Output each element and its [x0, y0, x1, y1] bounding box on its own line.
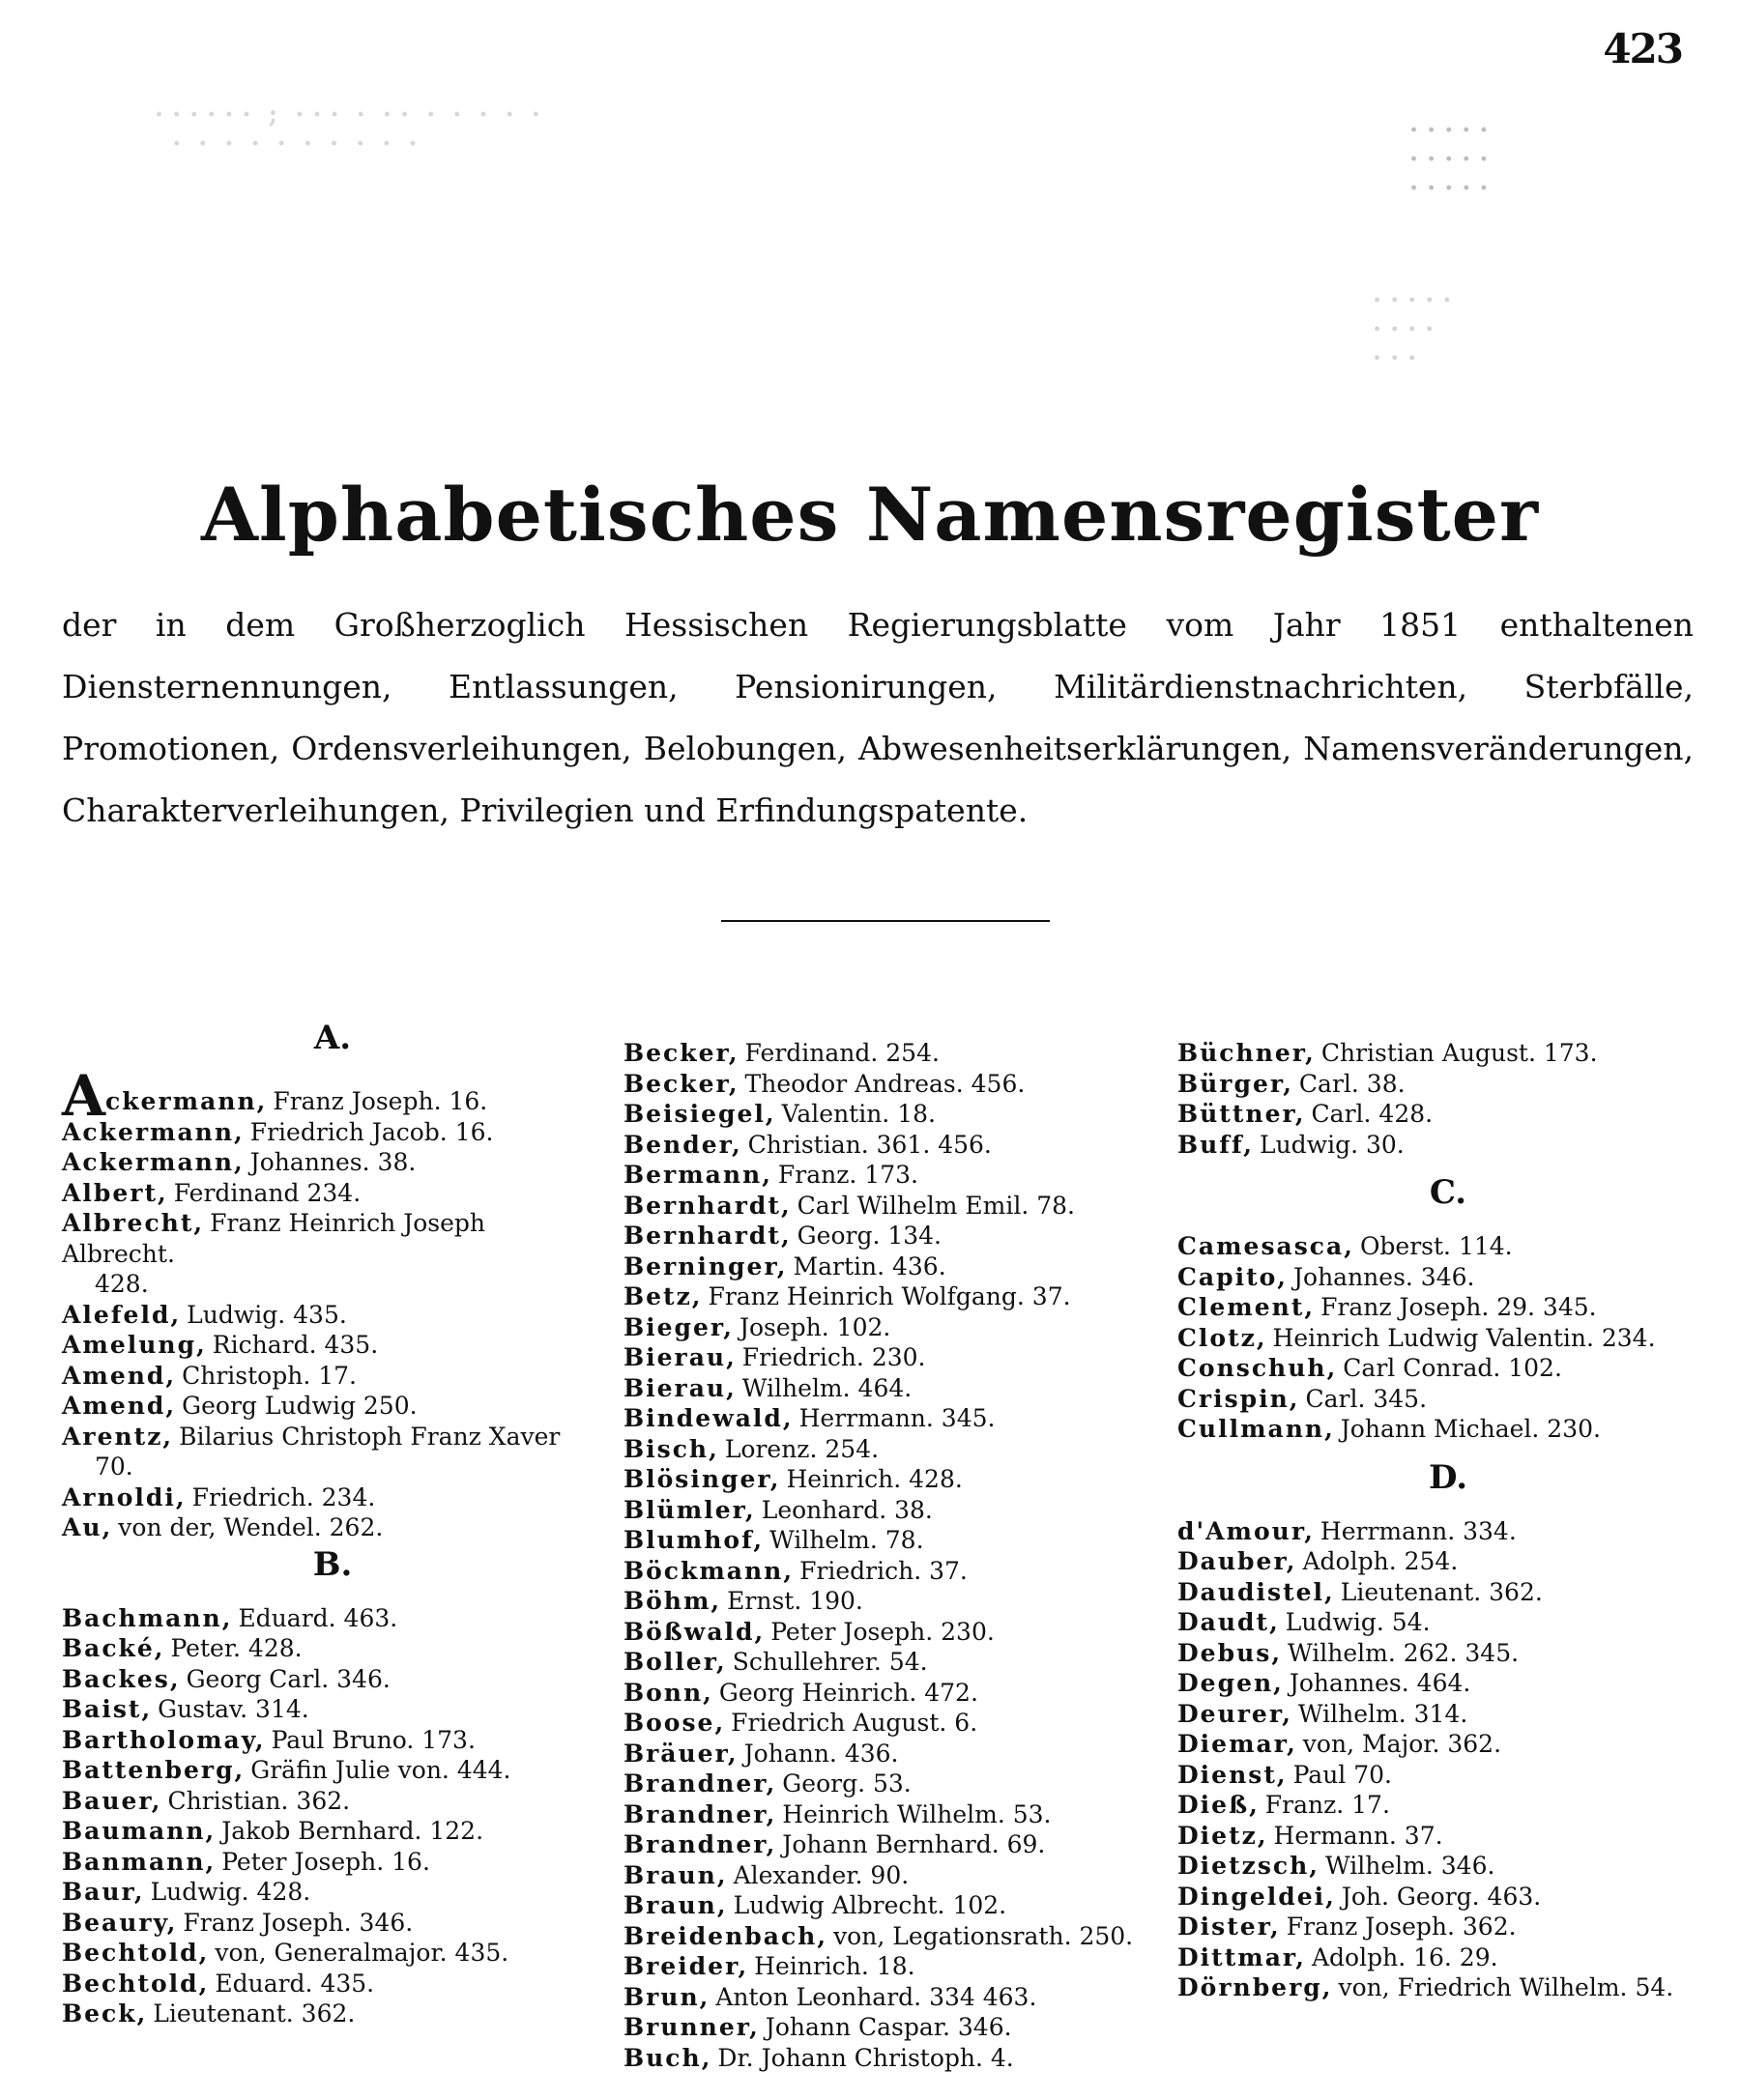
entry-details: Bilarius Christoph Franz Xaver [179, 1422, 561, 1451]
entry-surname: Daudistel, [1177, 1577, 1335, 1606]
register-entry [624, 1312, 1165, 1343]
entry-details: Herrmann. 334. [1320, 1516, 1517, 1545]
entry-surname: Beaury, [62, 1908, 178, 1937]
register-entry [1177, 1972, 1719, 2003]
entry-details: Friedrich August. 6. [731, 1709, 978, 1737]
entry-surname: Amend, [62, 1361, 177, 1390]
register-entry [624, 1099, 1165, 1130]
entry-details: von, Generalmajor. 435. [215, 1939, 509, 1967]
entry-surname: Backé, [62, 1634, 165, 1662]
index-column-3 [1177, 1038, 1719, 2003]
entry-surname: Bieger, [624, 1312, 734, 1341]
entry-details: Johannes. 346. [1293, 1262, 1475, 1291]
entry-surname: Bonn, [624, 1678, 713, 1707]
entry-surname: Cullmann, [1177, 1415, 1335, 1443]
entry-details: Franz Joseph. 29. 345. [1320, 1293, 1597, 1321]
register-entry [1177, 1516, 1719, 1547]
register-entry [624, 1647, 1165, 1678]
register-entry [624, 1890, 1165, 1921]
entry-details: Leonhard. 38. [761, 1495, 933, 1524]
index-column-2 [624, 1038, 1165, 2073]
entry-details: Richard. 435. [212, 1331, 379, 1359]
entry-surname: Büttner, [1177, 1100, 1306, 1128]
entry-details: Georg Carl. 346. [186, 1664, 391, 1693]
register-entry [62, 1633, 603, 1664]
entry-details: Carl Conrad. 102. [1343, 1354, 1562, 1382]
entry-surname: Bernhardt, [624, 1222, 792, 1250]
title-divider [721, 920, 1050, 922]
entry-details: Johann Caspar. 346. [765, 2013, 1012, 2041]
entry-surname: Ackermann, [62, 1117, 245, 1146]
entry-details: Lieutenant. 362. [1340, 1577, 1543, 1606]
entry-details: von, Major. 362. [1302, 1730, 1502, 1758]
entry-details: Friedrich. 230. [741, 1343, 926, 1371]
entry-details: Carl. 428. [1311, 1100, 1434, 1128]
entry-surname: Baist, [62, 1695, 153, 1723]
register-entry [62, 1300, 603, 1331]
register-entry [624, 1829, 1165, 1860]
entry-details: Georg. 134. [797, 1222, 942, 1250]
entry-details: Ludwig. 435. [187, 1300, 347, 1329]
bleed-through-text: · · · · · · · · · · · · · · · [1409, 116, 1489, 203]
entry-details: Heinrich Ludwig Valentin. 234. [1272, 1323, 1656, 1352]
entry-details: Christoph. 17. [182, 1361, 357, 1390]
entry-surname: Au, [62, 1513, 113, 1541]
entry-surname: Braun, [624, 1860, 728, 1889]
entry-surname: Beck, [62, 1999, 148, 2028]
entry-details: Schullehrer. 54. [732, 1648, 928, 1676]
entry-details: Dr. Johann Christoph. 4. [717, 2043, 1014, 2072]
entry-surname: Blösinger, [624, 1465, 781, 1493]
entry-details: Friedrich. 37. [799, 1556, 968, 1585]
register-entry [62, 1391, 603, 1422]
entry-details: Gräfin Julie von. 444. [250, 1756, 511, 1784]
entry-details: Johannes. 464. [1289, 1669, 1471, 1697]
register-entry [624, 1921, 1165, 1952]
register-entry [624, 1251, 1165, 1282]
entry-details: Franz Heinrich Wolfgang. 37. [708, 1282, 1071, 1310]
register-entry [1177, 1851, 1719, 1882]
entry-surname: Arnoldi, [62, 1482, 187, 1511]
entry-details: Heinrich. 428. [786, 1465, 963, 1493]
section-letter-heading: C. [1429, 1173, 1467, 1212]
entry-continuation: 70. [95, 1453, 133, 1481]
entry-details: Franz Joseph. 346. [183, 1908, 414, 1937]
register-entry [62, 1694, 603, 1725]
register-entry [624, 1434, 1165, 1465]
entry-surname: Bachmann, [62, 1603, 233, 1632]
entry-details: Adolph. 254. [1302, 1547, 1459, 1575]
entry-surname: Boose, [624, 1709, 726, 1737]
entry-surname: Böhm, [624, 1587, 722, 1615]
entry-surname: Bößwald, [624, 1617, 766, 1646]
register-entry [62, 1786, 603, 1817]
entry-details: Christian. 362. [167, 1786, 351, 1815]
register-entry [624, 1403, 1165, 1434]
entry-details: Johann Michael. 230. [1340, 1415, 1601, 1443]
entry-details: Peter Joseph. 230. [770, 1617, 995, 1646]
entry-surname: Bauer, [62, 1786, 162, 1815]
register-entry [1177, 1414, 1719, 1445]
entry-surname: Bechtold, [62, 1939, 210, 1967]
entry-surname: Bierau, [624, 1343, 737, 1371]
register-entry [62, 1361, 603, 1392]
register-entry [1177, 1262, 1719, 1293]
entry-surname: Bermann, [624, 1161, 772, 1189]
entry-surname: Becker, [624, 1039, 740, 1067]
entry-details: Ludwig. 54. [1285, 1608, 1431, 1636]
entry-details: Valentin. 18. [781, 1100, 936, 1128]
index-column-1 [62, 1017, 603, 2029]
register-entry [1177, 1882, 1719, 1913]
entry-details: von, Legationsrath. 250. [833, 1921, 1134, 1950]
entry-surname: Brandner, [624, 1830, 777, 1858]
register-entry [624, 1342, 1165, 1373]
entry-details: Franz. 173. [777, 1161, 918, 1189]
entry-surname: Dietz, [1177, 1821, 1268, 1850]
register-entry [62, 1147, 603, 1178]
entry-surname: Dieß, [1177, 1791, 1260, 1819]
register-entry [62, 1877, 603, 1908]
register-entry [624, 2043, 1165, 2074]
register-entry [1177, 1942, 1719, 1973]
entry-details: von, Friedrich Wilhelm. 54. [1338, 1973, 1674, 2001]
page-number: 423 [1603, 25, 1682, 72]
entry-details: Georg Ludwig 250. [182, 1392, 418, 1420]
register-entry [62, 1969, 603, 1999]
entry-surname: Bindewald, [624, 1404, 794, 1432]
entry-surname: Bender, [624, 1130, 742, 1159]
entry-details: Johann. 436. [743, 1739, 899, 1768]
entry-details: Gustav. 314. [158, 1695, 309, 1723]
entry-surname: Dittmar, [1177, 1942, 1306, 1971]
register-entry [62, 1847, 603, 1878]
entry-details: Wilhelm. 78. [769, 1526, 924, 1554]
register-entry [62, 1330, 603, 1361]
register-entry [1177, 1729, 1719, 1760]
entry-surname: Ackermann, [62, 1148, 245, 1176]
entry-details: Wilhelm. 464. [741, 1373, 913, 1402]
register-entry [624, 1191, 1165, 1222]
bleed-through-text: · · · · · · · · · · · · [1373, 286, 1452, 373]
entry-details: Ferdinand 234. [173, 1178, 362, 1207]
entry-details: Wilhelm. 262. 345. [1288, 1638, 1520, 1667]
register-entry [1177, 1790, 1719, 1821]
register-entry [624, 1739, 1165, 1769]
entry-surname: Dienst, [1177, 1760, 1288, 1789]
register-subtitle: der in dem Großherzoglich Hessischen Regierungsblatte vom Jahr 1851 enthaltenen Diensternennungen, Entlassungen, Pensionirungen, Militärdienstnachrichten, Sterbfälle, Promotionen, Ordensverleihungen, Belobungen, Abwesenheitserklärungen, Namensveränderungen, Charakterverleihungen, Privilegien und Erfindungspatente. [62, 606, 1694, 829]
register-entry [62, 1999, 603, 2029]
register-entry [1177, 1038, 1719, 1069]
entry-surname: Albert, [62, 1178, 168, 1207]
register-entry [1177, 1292, 1719, 1323]
register-entry [624, 2012, 1165, 2043]
register-entry [624, 1069, 1165, 1100]
entry-details: Friedrich. 234. [191, 1482, 376, 1511]
entry-surname: Boller, [624, 1648, 727, 1676]
entry-surname: Dister, [1177, 1913, 1281, 1941]
entry-surname: Beisiegel, [624, 1100, 776, 1128]
entry-details: Eduard. 463. [238, 1603, 398, 1632]
entry-surname: Braun, [624, 1891, 728, 1919]
entry-continuation: 428. [95, 1270, 149, 1298]
entry-surname: Degen, [1177, 1669, 1284, 1697]
section-letter-heading: A. [313, 1019, 352, 1057]
register-entry [62, 1208, 603, 1300]
entry-surname: Daudt, [1177, 1608, 1280, 1636]
entry-details: Ludwig. 428. [150, 1878, 311, 1906]
register-entry [62, 1117, 603, 1148]
entry-details: Lorenz. 254. [724, 1434, 880, 1463]
entry-details: Franz Heinrich Joseph Albrecht. [62, 1209, 486, 1268]
entry-surname: ckermann, [105, 1087, 268, 1115]
register-entry [1177, 1069, 1719, 1100]
register-entry [62, 1178, 603, 1209]
entry-details: Christian. 361. 456. [747, 1130, 992, 1159]
section-letter-heading: B. [312, 1544, 353, 1584]
entry-details: Adolph. 16. 29. [1311, 1942, 1498, 1971]
entry-details: Joh. Georg. 463. [1341, 1882, 1542, 1911]
register-entry [1177, 1668, 1719, 1699]
entry-surname: Becker, [624, 1069, 740, 1098]
register-entry [624, 1281, 1165, 1312]
entry-details: Martin. 436. [793, 1251, 946, 1280]
entry-details: Franz Joseph. 16. [273, 1087, 488, 1115]
entry-surname: Crispin, [1177, 1384, 1300, 1413]
entry-surname: Brun, [624, 1982, 710, 2011]
entry-details: Franz Joseph. 362. [1286, 1913, 1517, 1941]
entry-surname: Amend, [62, 1392, 177, 1420]
entry-surname: Battenberg, [62, 1756, 246, 1784]
register-entry [1177, 1231, 1719, 1262]
register-entry [624, 1982, 1165, 2013]
register-entry [1177, 1760, 1719, 1791]
register-entry [624, 1769, 1165, 1799]
entry-surname: Conschuh, [1177, 1354, 1338, 1382]
register-entry [624, 1678, 1165, 1709]
register-entry [624, 1525, 1165, 1556]
register-entry [624, 1556, 1165, 1587]
entry-details: Oberst. 114. [1359, 1232, 1513, 1260]
bleed-through-text: · · · · · · ; · · · · · · · · · · · · · · · · · · · · · [155, 101, 540, 158]
entry-details: Carl. 345. [1305, 1384, 1428, 1413]
entry-surname: Debus, [1177, 1638, 1283, 1667]
entry-surname: Dietzsch, [1177, 1852, 1320, 1880]
entry-surname: Blümler, [624, 1495, 756, 1524]
entry-details: Johannes. 38. [249, 1148, 417, 1176]
register-entry [1177, 1546, 1719, 1577]
register-entry [62, 1908, 603, 1939]
register-entry [1177, 1912, 1719, 1942]
entry-details: Joseph. 102. [739, 1312, 891, 1341]
entry-details: Georg Heinrich. 472. [718, 1678, 978, 1707]
register-entry [624, 1617, 1165, 1648]
entry-details: Paul Bruno. 173. [271, 1725, 476, 1754]
register-entry [624, 1038, 1165, 1069]
entry-surname: Dingeldei, [1177, 1882, 1336, 1911]
entry-surname: Breidenbach, [624, 1921, 828, 1950]
register-entry [62, 1482, 603, 1513]
register-entry [624, 1860, 1165, 1891]
entry-surname: Capito, [1177, 1262, 1288, 1291]
register-entry [62, 1938, 603, 1969]
entry-surname: Amelung, [62, 1331, 207, 1359]
entry-surname: d'Amour, [1177, 1516, 1315, 1545]
register-entry [624, 1799, 1165, 1830]
entry-surname: Büchner, [1177, 1039, 1316, 1067]
entry-details: Friedrich Jacob. 16. [249, 1117, 494, 1146]
entry-details: Georg. 53. [782, 1769, 912, 1798]
entry-details: von der, Wendel. 262. [118, 1513, 384, 1541]
entry-details: Ludwig Albrecht. 102. [733, 1891, 1007, 1919]
entry-details: Carl Wilhelm Emil. 78. [797, 1191, 1075, 1220]
entry-surname: Albrecht, [62, 1209, 205, 1237]
register-entry [62, 1664, 603, 1695]
register-title: Alphabetisches Namensregister [200, 472, 1540, 558]
entry-details: Jakob Bernhard. 122. [221, 1817, 484, 1845]
entry-details: Anton Leonhard. 334 463. [715, 1982, 1037, 2011]
entry-details: Peter. 428. [170, 1634, 303, 1662]
entry-surname: Breider, [624, 1952, 749, 1980]
register-entry [624, 1586, 1165, 1617]
entry-surname: Baur, [62, 1878, 145, 1906]
entry-surname: Bisch, [624, 1434, 719, 1463]
entry-surname: Clotz, [1177, 1323, 1267, 1352]
register-entry [624, 1130, 1165, 1161]
section-letter-heading: D. [1428, 1457, 1468, 1497]
register-entry [1177, 1821, 1719, 1852]
entry-details: Christian August. 173. [1320, 1039, 1598, 1067]
entry-details: Paul 70. [1292, 1760, 1392, 1789]
register-entry [1177, 1607, 1719, 1638]
entry-surname: Bartholomay, [62, 1725, 266, 1754]
entry-details: Wilhelm. 314. [1297, 1699, 1468, 1728]
entry-details: Hermann. 37. [1273, 1821, 1443, 1850]
register-entry [62, 1755, 603, 1786]
entry-surname: Bierau, [624, 1373, 737, 1402]
register-entry [1177, 1130, 1719, 1161]
entry-surname: Bürger, [1177, 1069, 1293, 1098]
entry-details: Wilhelm. 346. [1325, 1852, 1495, 1880]
register-entry [62, 1603, 603, 1634]
entry-surname: Bernhardt, [624, 1191, 792, 1220]
entry-surname: Buff, [1177, 1130, 1254, 1159]
register-entry [624, 1221, 1165, 1251]
entry-details: Eduard. 435. [215, 1969, 375, 1998]
entry-surname: Blumhof, [624, 1526, 765, 1554]
register-entry [62, 1725, 603, 1756]
entry-surname: Brandner, [624, 1799, 777, 1828]
entry-details: Franz. 17. [1264, 1791, 1390, 1819]
register-entry [624, 1951, 1165, 1982]
entry-surname: Dauber, [1177, 1547, 1297, 1575]
entry-surname: Bräuer, [624, 1739, 739, 1768]
register-entry [1177, 1384, 1719, 1415]
entry-details: Johann Bernhard. 69. [782, 1830, 1046, 1858]
entry-surname: Backes, [62, 1664, 181, 1693]
register-entry [62, 1422, 603, 1482]
entry-details: Herrmann. 345. [798, 1404, 996, 1432]
register-entry [624, 1708, 1165, 1739]
entry-details: Theodor Andreas. 456. [744, 1069, 1026, 1098]
entry-surname: Alefeld, [62, 1300, 182, 1329]
drop-initial: A [62, 1063, 106, 1129]
entry-details: Heinrich. 18. [754, 1952, 915, 1980]
register-entry [62, 1063, 603, 1129]
entry-surname: Berninger, [624, 1251, 788, 1280]
entry-details: Ludwig. 30. [1259, 1130, 1405, 1159]
register-entry [624, 1160, 1165, 1191]
entry-surname: Brandner, [624, 1769, 777, 1798]
entry-details: Alexander. 90. [733, 1860, 910, 1889]
entry-surname: Betz, [624, 1282, 703, 1310]
entry-surname: Banmann, [62, 1847, 217, 1876]
register-entry [1177, 1638, 1719, 1669]
entry-surname: Brunner, [624, 2013, 760, 2041]
register-entry [624, 1464, 1165, 1495]
entry-details: Ferdinand. 254. [744, 1039, 940, 1067]
register-entry [1177, 1577, 1719, 1608]
register-entry [1177, 1323, 1719, 1354]
entry-surname: Dörnberg, [1177, 1973, 1333, 2001]
entry-surname: Buch, [624, 2043, 712, 2072]
register-entry [1177, 1099, 1719, 1130]
entry-surname: Arentz, [62, 1422, 174, 1451]
entry-surname: Diemar, [1177, 1730, 1297, 1758]
entry-surname: Camesasca, [1177, 1232, 1354, 1260]
entry-details: Heinrich Wilhelm. 53. [782, 1799, 1052, 1828]
entry-surname: Baumann, [62, 1817, 217, 1845]
entry-details: Peter Joseph. 16. [221, 1847, 430, 1876]
register-entry [624, 1495, 1165, 1526]
register-entry [62, 1816, 603, 1847]
entry-details: Lieutenant. 362. [153, 1999, 356, 2028]
entry-surname: Deurer, [1177, 1699, 1292, 1728]
entry-surname: Böckmann, [624, 1556, 795, 1585]
entry-surname: Clement, [1177, 1293, 1316, 1321]
entry-details: Ernst. 190. [727, 1587, 863, 1615]
register-entry [1177, 1699, 1719, 1730]
register-entry [624, 1373, 1165, 1404]
entry-details: Carl. 38. [1298, 1069, 1406, 1098]
register-entry [62, 1512, 603, 1543]
entry-surname: Bechtold, [62, 1969, 210, 1998]
register-entry [1177, 1353, 1719, 1384]
